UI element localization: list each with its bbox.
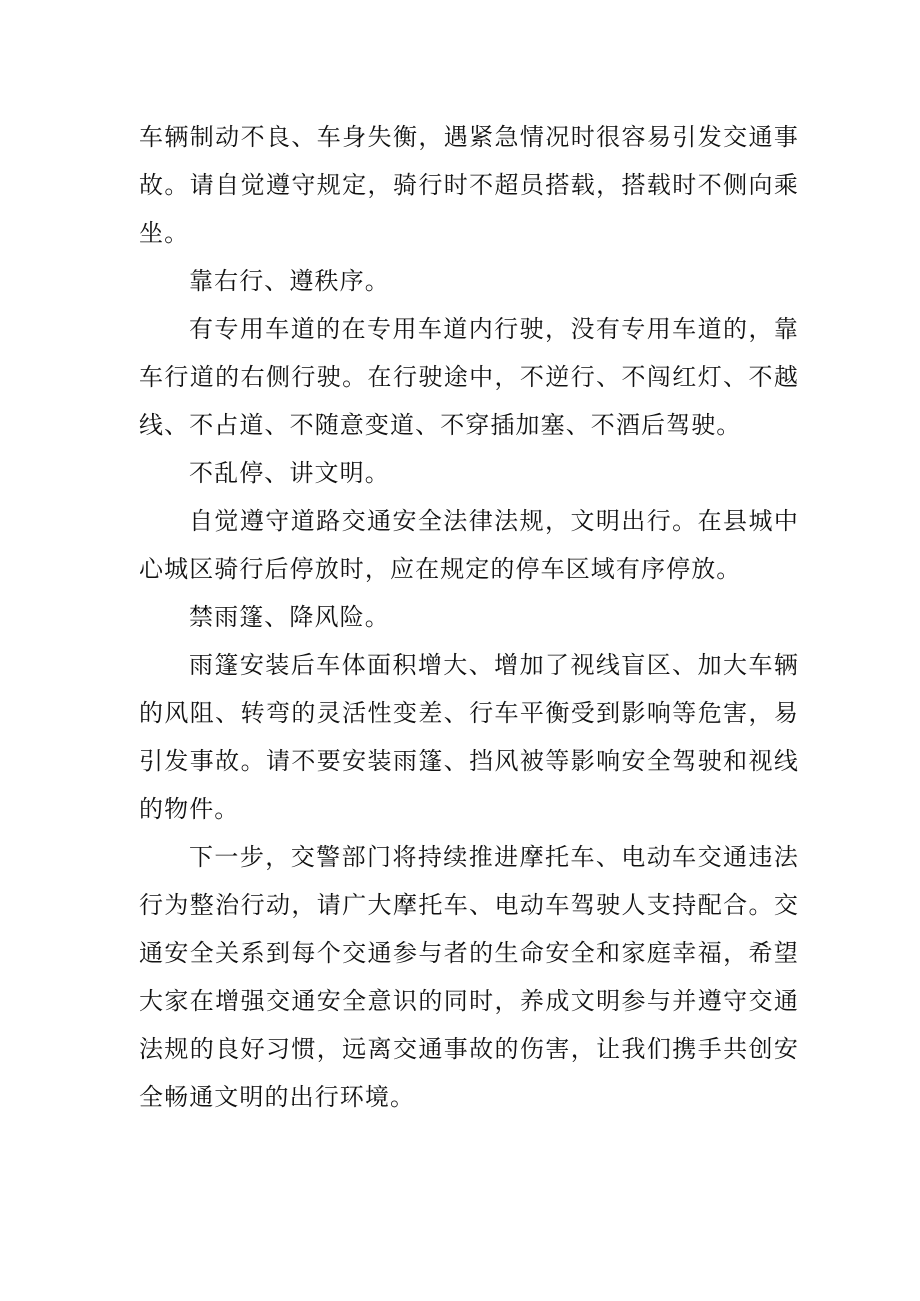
document-body <box>139 113 799 1121</box>
heading-no-random-parking: 不乱停、讲文明。 <box>189 459 390 487</box>
paragraph-continuation: 车辆制动不良、车身失衡，遇紧急情况时很容易引发交通事故。请自觉遵守规定，骑行时不超员搭载，搭载时不侧向乘坐。 <box>139 123 799 247</box>
paragraph-no-rain-canopy: 雨篷安装后车体面积增大、增加了视线盲区、加大车辆的风阻、转弯的灵活性变差、行车平衡受到影响等危害，易引发事故。请不要安装雨篷、挡风被等影响安全驾驶和视线的物件。 <box>139 651 799 823</box>
paragraph-next-steps: 下一步，交警部门将持续推进摩托车、电动车交通违法行为整治行动，请广大摩托车、电动车驾驶人支持配合。交通安全关系到每个交通参与者的生命安全和家庭幸福，希望大家在增强交通安全意识的同时，养成文明参与并遵守交通法规的良好习惯，远离交通事故的伤害，让我们携手共创安全畅通文明的出行环境。 <box>139 843 799 1111</box>
paragraph-no-random-parking: 自觉遵守道路交通安全法律法规，文明出行。在县城中心城区骑行后停放时，应在规定的停车区域有序停放。 <box>139 507 799 583</box>
heading-no-rain-canopy: 禁雨篷、降风险。 <box>189 603 390 631</box>
heading-keep-right: 靠右行、遵秩序。 <box>189 267 390 295</box>
paragraph-keep-right: 有专用车道的在专用车道内行驶，没有专用车道的，靠车行道的右侧行驶。在行驶途中，不逆行、不闯红灯、不越线、不占道、不随意变道、不穿插加塞、不酒后驾驶。 <box>139 315 799 439</box>
